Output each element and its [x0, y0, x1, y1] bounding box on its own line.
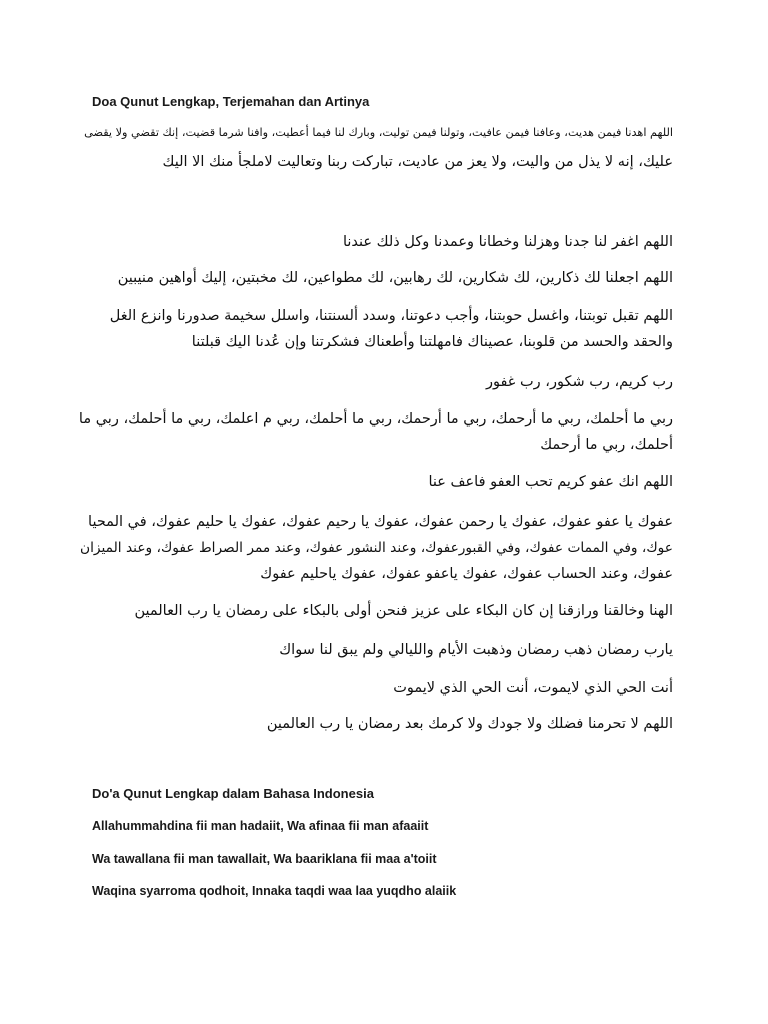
section-title-indonesian: Do'a Qunut Lengkap dalam Bahasa Indonesia: [92, 786, 374, 801]
latin-line-1: Allahummahdina fii man hadaiit, Wa afinaa fii man afaaiit: [92, 819, 429, 833]
latin-line-2: Wa tawallana fii man tawallait, Wa baariklana fii maa a'toiit: [92, 852, 437, 866]
page-title: Doa Qunut Lengkap, Terjemahan dan Artinya: [92, 94, 370, 109]
arabic-paragraph-10: يارب رمضان ذهب رمضان وذهبت الأيام والليالي ولم يبق لنا سواك: [279, 642, 673, 658]
arabic-paragraph-2: اللهم اغفر لنا جدنا وهزلنا وخطانا وعمدنا وكل ذلك عندنا: [342, 234, 673, 250]
arabic-paragraph-4-line-1: اللهم تقبل توبتنا، واغسل حوبتنا، وأجب دعوتنا، وسدد ألسنتنا، واسلل سخيمة صدورنا وانزع الغل: [109, 308, 673, 324]
arabic-paragraph-8-line-3: عفوك، وعند الحساب عفوك، عفوك ياعفو عفوك، عفوك ياحليم عفوك: [260, 566, 673, 582]
arabic-paragraph-8-line-2: عوك، وفي الممات عفوك، وفي القبورعفوك، وعند النشور عفوك، وعند ممر الصراط عفوك، وعند الميزان: [79, 540, 673, 556]
arabic-paragraph-3: اللهم اجعلنا لك ذكارين، لك شكارين، لك رهابين، لك مطواعين، لك مخبتين، إليك أواهين منيبين: [117, 270, 673, 286]
arabic-paragraph-1-line-1: اللهم اهدنا فيمن هديت، وعافنا فيمن عافيت، وتولنا فيمن توليت، وبارك لنا فيما أعطيت، وافنا شرما قضيت، إنك تقضي ولا يقضى: [84, 126, 673, 139]
arabic-paragraph-6-line-2: أحلمك، ربي ما أرحمك: [540, 437, 673, 453]
arabic-paragraph-4-line-2: والحقد والحسد من قلوبنا، عصيناك فامهلتنا وأطعناك فشكرتنا وإن عُدنا اليك قبلتنا: [191, 334, 673, 350]
arabic-paragraph-11: أنت الحي الذي لايموت، أنت الحي الذي لايموت: [393, 680, 673, 696]
arabic-paragraph-5: رب كريم، رب شكور، رب غفور: [485, 374, 673, 390]
arabic-paragraph-9: الهنا وخالقنا ورازقنا إن كان البكاء على عزيز فنحن أولى بالبكاء على رمضان يا رب العالمين: [134, 603, 673, 619]
arabic-paragraph-12: اللهم لا تحرمنا فضلك ولا جودك ولا كرمك بعد رمضان يا رب العالمين: [266, 716, 673, 732]
arabic-paragraph-7: اللهم انك عفو كريم تحب العفو فاعف عنا: [428, 474, 673, 490]
arabic-paragraph-6-line-1: ربي ما أحلمك، ربي ما أرحمك، ربي ما أرحمك، ربي ما أحلمك، ربي م اعلمك، ربي ما أحلمك، ربي ما: [78, 411, 673, 427]
arabic-paragraph-1-line-2: عليك، إنه لا يذل من واليت، ولا يعز من عاديت، تباركت ربنا وتعاليت لاملجأ منك الا اليك: [162, 154, 673, 170]
arabic-paragraph-8-line-1: عفوك يا عفو عفوك، عفوك يا رحمن عفوك، عفوك يا رحيم عفوك، عفوك يا حليم عفوك، في المحيا: [88, 514, 673, 530]
latin-line-3: Waqina syarroma qodhoit, Innaka taqdi waa laa yuqdho alaiik: [92, 884, 457, 898]
